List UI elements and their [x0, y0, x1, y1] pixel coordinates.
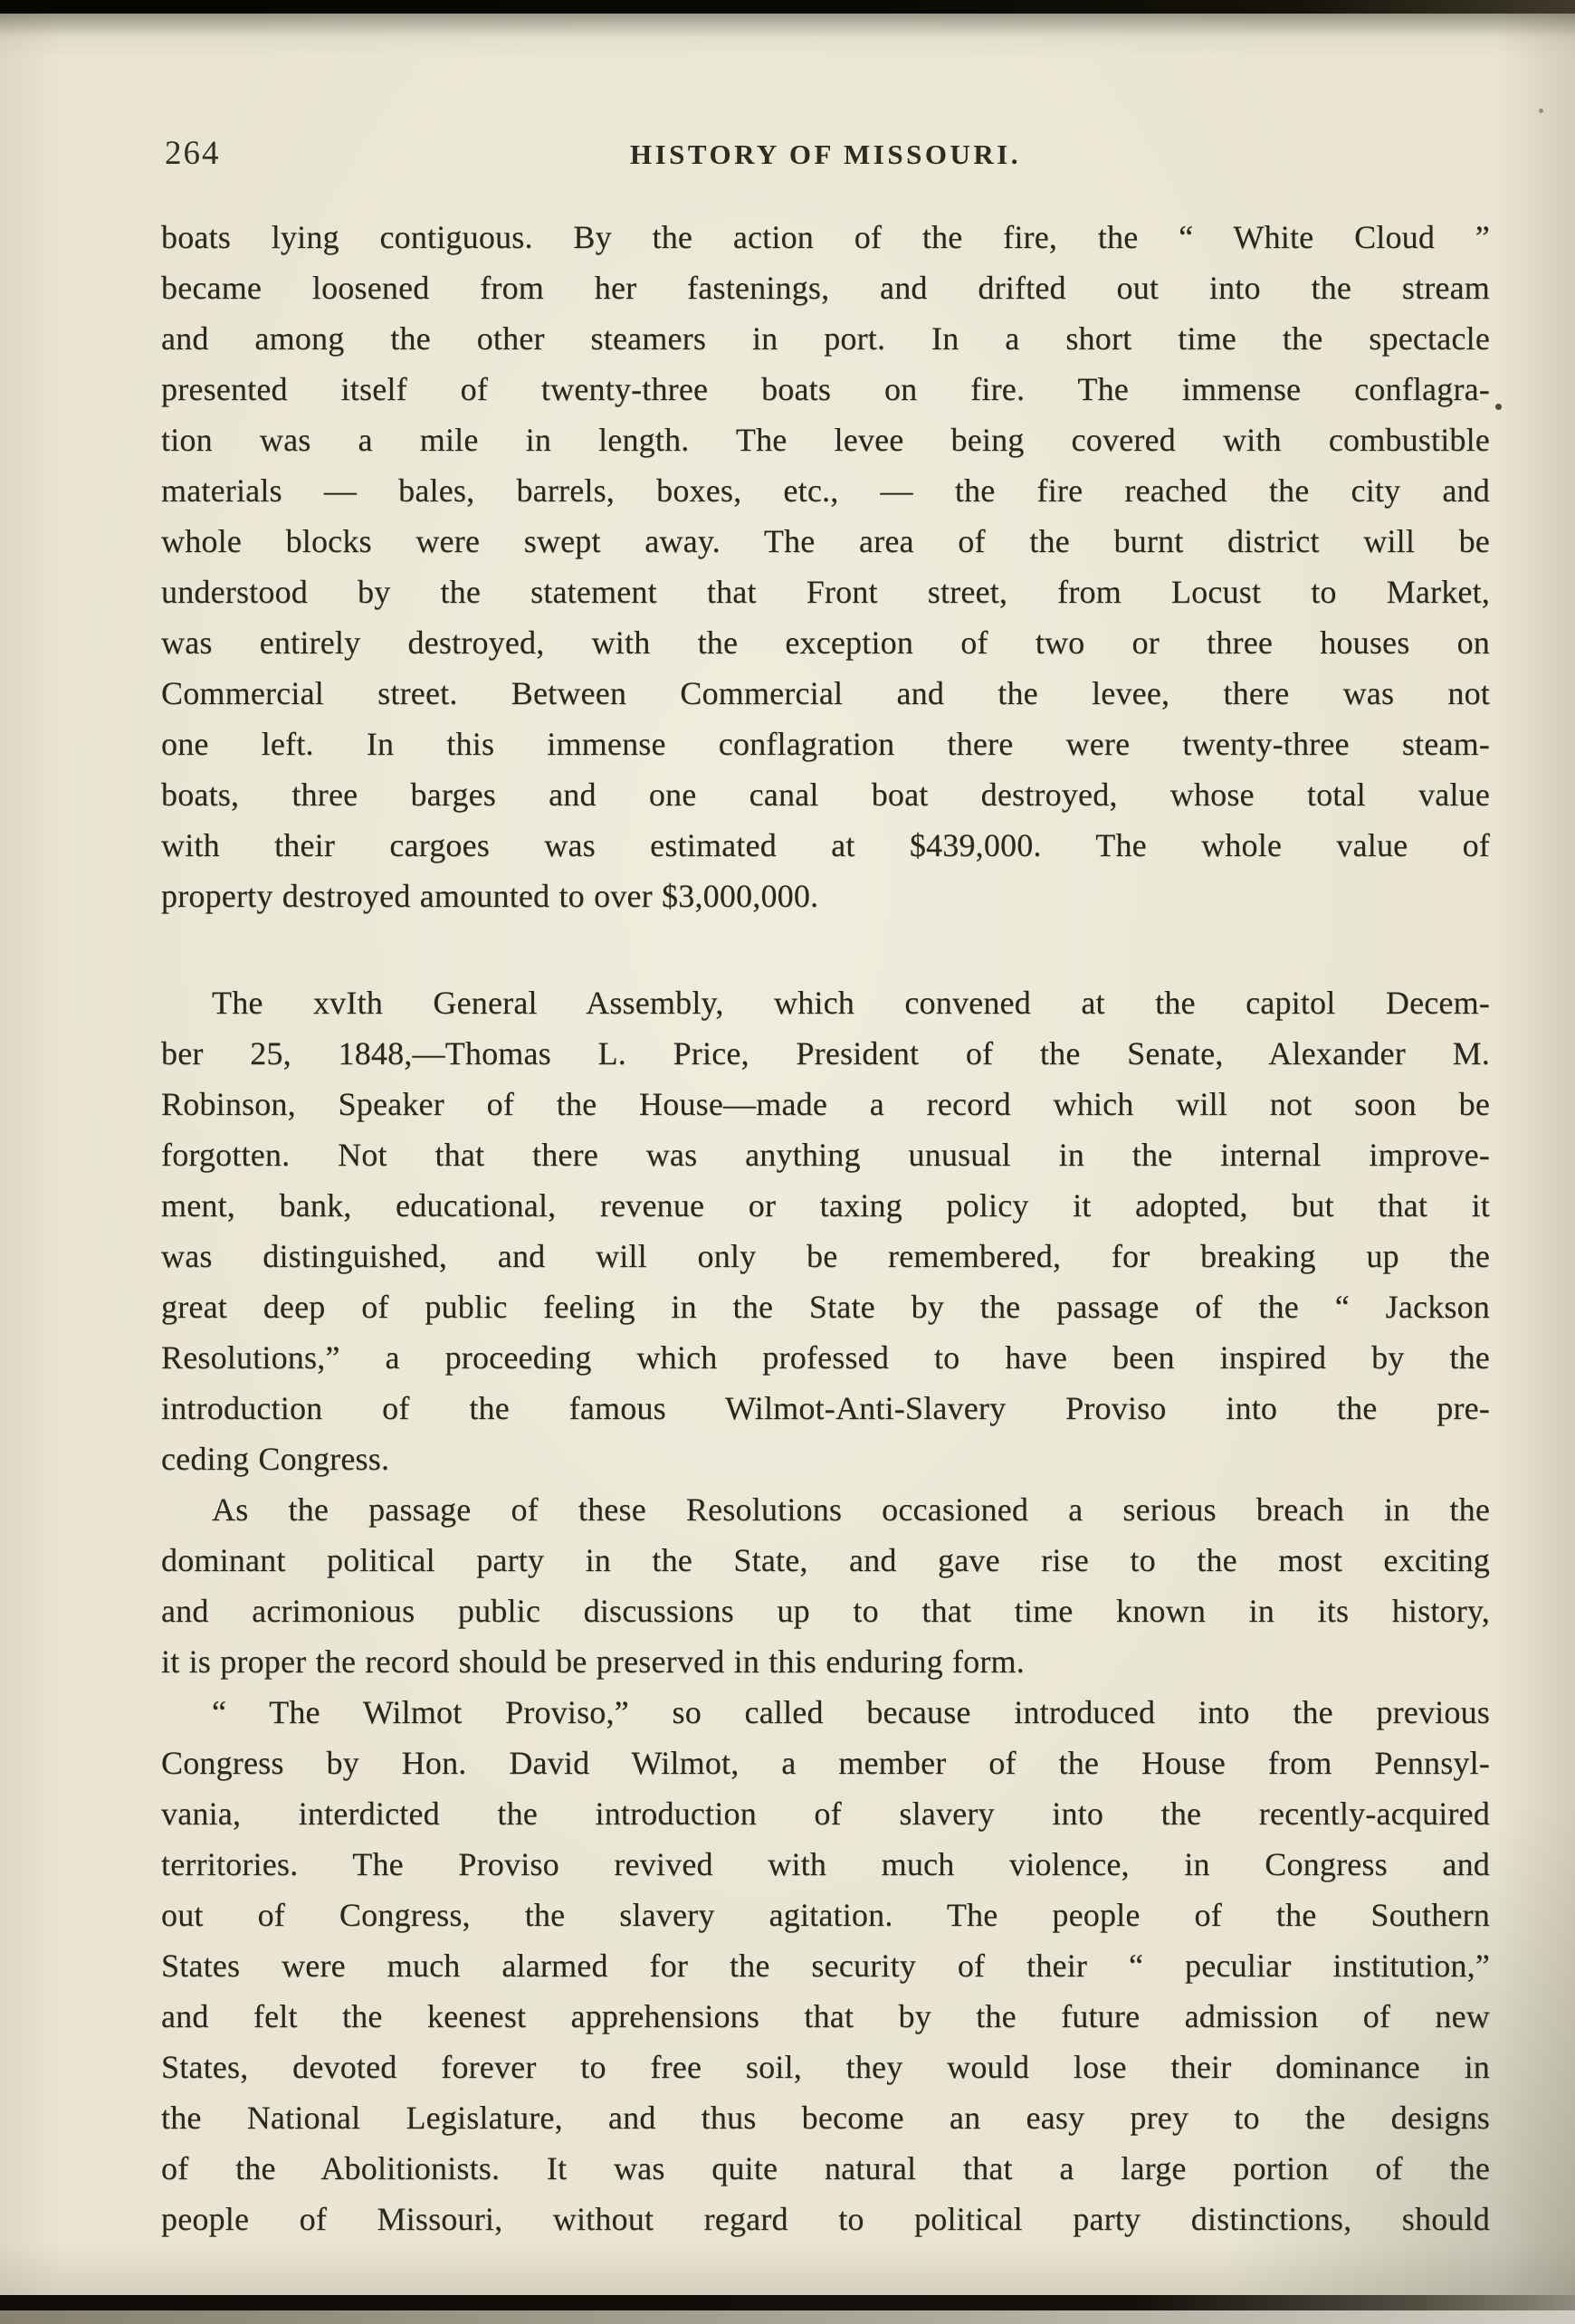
paragraph	[161, 212, 1490, 921]
page-body	[161, 212, 1490, 2244]
text-line: Commercial street. Between Commercial and the levee, there was not	[161, 675, 1490, 711]
text-line: ceding Congress.	[161, 1441, 390, 1477]
text-line: dominant political party in the State, and gave rise to the most exciting	[161, 1542, 1490, 1578]
page-header-row	[161, 134, 1490, 174]
text-line: vania, interdicted the introduction of slavery into the recently-acquired	[161, 1795, 1490, 1832]
paragraph	[161, 977, 1490, 1484]
text-line: tion was a mile in length. The levee being covered with combustible	[161, 422, 1490, 458]
text-line: out of Congress, the slavery agitation. The people of the Southern	[161, 1897, 1490, 1933]
text-line: Resolutions,” a proceeding which professed to have been inspired by the	[161, 1339, 1490, 1376]
text-line: with their cargoes was estimated at $439,000. The whole value of	[161, 827, 1490, 863]
text-line: it is proper the record should be preserved in this enduring form.	[161, 1643, 1025, 1680]
text-line: As the passage of these Resolutions occasioned a serious breach in the	[212, 1491, 1490, 1528]
paragraph	[161, 1484, 1490, 1687]
text-line: understood by the statement that Front street, from Locust to Market,	[161, 574, 1490, 610]
text-line: was entirely destroyed, with the exception of two or three houses on	[161, 624, 1490, 661]
text-line: presented itself of twenty-three boats on fire. The immense conflagra-	[161, 371, 1490, 407]
paragraph	[161, 1687, 1490, 2244]
text-line: forgotten. Not that there was anything unusual in the internal improve-	[161, 1137, 1490, 1173]
scan-edge-top-shadow	[0, 14, 1575, 37]
scan-speck	[1495, 404, 1502, 410]
scan-edge-top	[0, 0, 1575, 14]
text-line: and acrimonious public discussions up to that time known in its history,	[161, 1593, 1490, 1629]
page-number: 264	[165, 135, 221, 172]
text-line: was distinguished, and will only be remembered, for breaking up the	[161, 1238, 1490, 1274]
text-line: great deep of public feeling in the State by the passage of the “ Jackson	[161, 1289, 1490, 1325]
scan-edge-bottom	[0, 2295, 1575, 2310]
text-line: “ The Wilmot Proviso,” so called because introduced into the previous	[212, 1694, 1490, 1730]
text-line: Congress by Hon. David Wilmot, a member of the House from Pennsyl-	[161, 1745, 1490, 1781]
scan-speck	[1539, 109, 1543, 113]
text-line: and felt the keenest apprehensions that by the future admission of new	[161, 1998, 1490, 2034]
text-line: people of Missouri, without regard to political party distinctions, should	[161, 2201, 1490, 2237]
text-line: States were much alarmed for the security of their “ peculiar institution,”	[161, 1948, 1490, 1984]
text-line: became loosened from her fastenings, and drifted out into the stream	[161, 270, 1490, 306]
text-line: The xvIth General Assembly, which convened at the capitol Decem-	[212, 985, 1490, 1021]
text-line: boats, three barges and one canal boat destroyed, whose total value	[161, 776, 1490, 813]
scan-edge-bottom-outer	[0, 2310, 1575, 2324]
text-line: States, devoted forever to free soil, they would lose their dominance in	[161, 2049, 1490, 2085]
text-line: one left. In this immense conflagration there were twenty-three steam-	[161, 726, 1490, 762]
text-line: materials — bales, barrels, boxes, etc., — the fire reached the city and	[161, 472, 1490, 509]
text-line: ber 25, 1848,—Thomas L. Price, President of the Senate, Alexander M.	[161, 1035, 1490, 1072]
text-line: of the Abolitionists. It was quite natural that a large portion of the	[161, 2150, 1490, 2186]
text-line: and among the other steamers in port. In a short time the spectacle	[161, 320, 1490, 357]
text-line: introduction of the famous Wilmot-Anti-Slavery Proviso into the pre-	[161, 1390, 1490, 1426]
text-line: property destroyed amounted to over $3,000,000.	[161, 878, 819, 914]
text-line: Robinson, Speaker of the House—made a record which will not soon be	[161, 1086, 1490, 1122]
text-line: the National Legislature, and thus become an easy prey to the designs	[161, 2100, 1490, 2136]
text-line: ment, bank, educational, revenue or taxing policy it adopted, but that it	[161, 1187, 1490, 1224]
running-title: HISTORY OF MISSOURI.	[629, 138, 1022, 170]
text-line: whole blocks were swept away. The area of the burnt district will be	[161, 523, 1490, 559]
text-line: boats lying contiguous. By the action of the fire, the “ White Cloud ”	[161, 219, 1490, 255]
text-line: territories. The Proviso revived with much violence, in Congress and	[161, 1846, 1490, 1882]
